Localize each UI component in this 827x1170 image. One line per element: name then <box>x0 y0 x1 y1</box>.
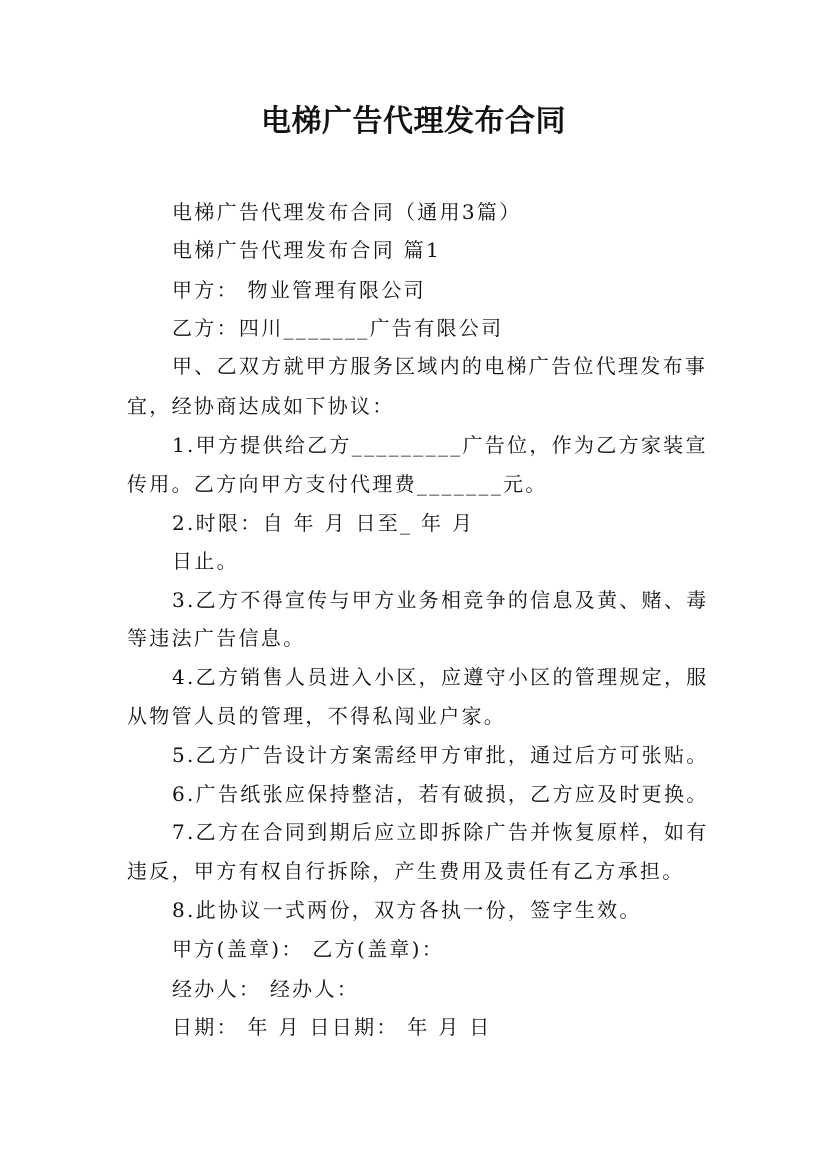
clause-8: 8.此协议一式两份，双方各执一份，签字生效。 <box>172 898 642 922</box>
document-title: 电梯广告代理发布合同 <box>261 104 566 139</box>
clause-3-line-2: 等违法广告信息。 <box>127 626 306 650</box>
clause-2-line-1: 2.时限：自 年 月 日至_ 年 月 <box>172 511 475 535</box>
party-a-line: 甲方： 物业管理有限公司 <box>172 278 426 302</box>
clause-4-line-1: 4.乙方销售人员进入小区，应遵守小区的管理规定，服 <box>172 665 709 689</box>
clause-4-line-2: 从物管人员的管理，不得私闯业户家。 <box>127 704 507 728</box>
clause-3-line-1: 3.乙方不得宣传与甲方业务相竞争的信息及黄、赌、毒 <box>172 588 709 612</box>
signature-date-line: 日期： 年 月 日日期： 年 月 日 <box>172 1015 492 1039</box>
intro-line-1: 甲、乙双方就甲方服务区域内的电梯广告位代理发布事 <box>172 354 708 378</box>
clause-6: 6.广告纸张应保持整洁，若有破损，乙方应及时更换。 <box>172 782 709 806</box>
intro-line-2: 宜，经协商达成如下协议： <box>127 394 395 418</box>
document-subtitle: 电梯广告代理发布合同（通用3篇） <box>172 200 522 224</box>
clause-1-line-1: 1.甲方提供给乙方_________广告位，作为乙方家装宣 <box>172 433 708 457</box>
section-heading: 电梯广告代理发布合同 篇1 <box>172 238 441 262</box>
clause-1-line-2: 传用。乙方向甲方支付代理费_______元。 <box>127 472 548 496</box>
clause-2-line-2: 日止。 <box>172 549 239 573</box>
signature-agent-line: 经办人： 经办人： <box>172 977 360 1001</box>
clause-5: 5.乙方广告设计方案需经甲方审批，通过后方可张贴。 <box>172 743 709 767</box>
signature-seal-line: 甲方(盖章)： 乙方(盖章)： <box>172 937 445 961</box>
clause-7-line-2: 违反，甲方有权自行拆除，产生费用及责任有乙方承担。 <box>127 859 685 883</box>
party-b-line: 乙方：四川_______广告有限公司 <box>172 316 504 340</box>
clause-7-line-1: 7.乙方在合同到期后应立即拆除广告并恢复原样，如有 <box>172 820 709 844</box>
